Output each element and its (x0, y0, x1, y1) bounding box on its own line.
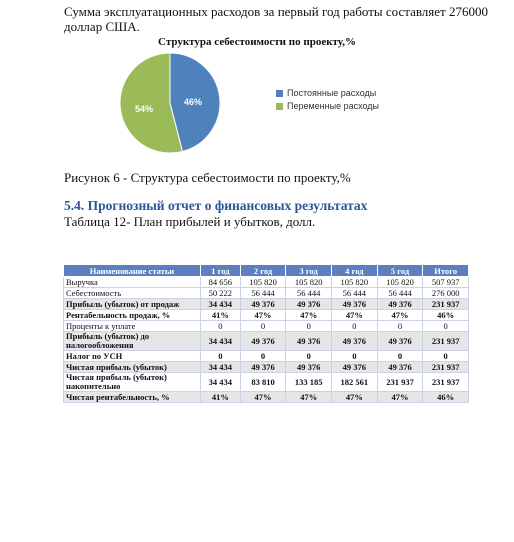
value-cell: 507 937 (423, 277, 469, 288)
table-caption: Таблица 12- План прибылей и убытков, долл. (64, 214, 316, 229)
value-cell: 105 820 (240, 277, 286, 288)
value-cell: 49 376 (286, 362, 332, 373)
row-label-cell: Себестоимость (64, 288, 201, 299)
value-cell: 105 820 (286, 277, 332, 288)
row-label-cell: Прибыль (убыток) до налогообложения (64, 332, 201, 351)
value-cell: 231 937 (423, 373, 469, 392)
value-cell: 231 937 (423, 299, 469, 310)
table-row (64, 288, 469, 299)
legend-swatch-fixed (276, 90, 283, 97)
table-header-cell: 4 год (332, 265, 378, 277)
value-cell: 0 (240, 351, 286, 362)
value-cell: 49 376 (377, 332, 423, 351)
value-cell: 49 376 (240, 299, 286, 310)
value-cell: 0 (377, 351, 423, 362)
value-cell: 47% (240, 392, 286, 403)
legend-item-fixed (276, 88, 376, 98)
row-label-cell: Налог по УСН (64, 351, 201, 362)
value-cell: 56 444 (240, 288, 286, 299)
value-cell: 47% (377, 310, 423, 321)
value-cell: 84 656 (201, 277, 241, 288)
value-cell: 0 (423, 351, 469, 362)
legend-label-variable: Переменные расходы (287, 101, 380, 111)
table-row (64, 321, 469, 332)
value-cell: 46% (423, 310, 469, 321)
value-cell: 0 (240, 321, 286, 332)
value-cell: 56 444 (332, 288, 378, 299)
value-cell: 49 376 (240, 362, 286, 373)
value-cell: 46% (423, 392, 469, 403)
table-header-cell: 5 год (377, 265, 423, 277)
table-body (64, 277, 469, 403)
value-cell: 182 561 (332, 373, 378, 392)
table-header-cell: Наименование статьи (64, 265, 201, 277)
figure-caption: Рисунок 6 - Структура себестоимости по проекту,% (64, 170, 351, 185)
value-cell: 47% (286, 310, 332, 321)
value-cell: 49 376 (332, 299, 378, 310)
value-cell: 34 434 (201, 373, 241, 392)
table-row (64, 351, 469, 362)
row-label-cell: Проценты к уплате (64, 321, 201, 332)
profit-loss-table (63, 264, 469, 403)
intro-text-line2: доллар США. (64, 19, 140, 34)
legend-label-fixed: Постоянные расходы (287, 88, 377, 98)
value-cell: 49 376 (377, 299, 423, 310)
value-cell: 47% (240, 310, 286, 321)
value-cell: 0 (332, 351, 378, 362)
value-cell: 231 937 (423, 362, 469, 373)
value-cell: 105 820 (377, 277, 423, 288)
row-label-cell: Чистая прибыль (убыток) накопительно (64, 373, 201, 392)
value-cell: 56 444 (286, 288, 332, 299)
slice-label-fixed: 46% (181, 96, 205, 108)
table-row (64, 332, 469, 351)
legend-swatch-variable (276, 103, 283, 110)
row-label-cell: Прибыль (убыток) от продаж (64, 299, 201, 310)
value-cell: 0 (332, 321, 378, 332)
value-cell: 49 376 (377, 362, 423, 373)
value-cell: 133 185 (286, 373, 332, 392)
legend-item-variable (276, 101, 379, 111)
table-row (64, 362, 469, 373)
value-cell: 34 434 (201, 299, 241, 310)
row-label-cell: Выручка (64, 277, 201, 288)
value-cell: 34 434 (201, 332, 241, 351)
value-cell: 47% (286, 392, 332, 403)
table-row (64, 373, 469, 392)
value-cell: 0 (377, 321, 423, 332)
value-cell: 49 376 (240, 332, 286, 351)
value-cell: 0 (201, 351, 241, 362)
value-cell: 47% (332, 310, 378, 321)
value-cell: 49 376 (332, 332, 378, 351)
value-cell: 276 000 (423, 288, 469, 299)
value-cell: 41% (201, 392, 241, 403)
row-label-cell: Чистая рентабельность, % (64, 392, 201, 403)
value-cell: 0 (286, 351, 332, 362)
value-cell: 0 (201, 321, 241, 332)
table-header-cell: 3 год (286, 265, 332, 277)
chart-title: Структура себестоимости по проекту,% (158, 36, 356, 48)
table-row (64, 277, 469, 288)
value-cell: 49 376 (286, 299, 332, 310)
value-cell: 41% (201, 310, 241, 321)
value-cell: 34 434 (201, 362, 241, 373)
table-row (64, 310, 469, 321)
table-header-cell: 1 год (201, 265, 241, 277)
value-cell: 105 820 (332, 277, 378, 288)
table-row (64, 392, 469, 403)
table-header-cell: 2 год (240, 265, 286, 277)
value-cell: 49 376 (332, 362, 378, 373)
value-cell: 83 810 (240, 373, 286, 392)
value-cell: 50 222 (201, 288, 241, 299)
value-cell: 47% (332, 392, 378, 403)
value-cell: 49 376 (286, 332, 332, 351)
pie-chart (110, 48, 230, 158)
row-label-cell: Рентабельность продаж, % (64, 310, 201, 321)
table-header-row (64, 265, 469, 277)
value-cell: 47% (377, 392, 423, 403)
value-cell: 0 (423, 321, 469, 332)
table-header-cell: Итого (423, 265, 469, 277)
slice-label-variable: 54% (132, 103, 156, 115)
intro-text-line1: Сумма эксплуатационных расходов за первый год работы составляет 276000 (64, 4, 488, 19)
table-row (64, 299, 469, 310)
section-heading: 5.4. Прогнозный отчет о финансовых результатах (64, 198, 368, 213)
value-cell: 0 (286, 321, 332, 332)
value-cell: 231 937 (423, 332, 469, 351)
row-label-cell: Чистая прибыль (убыток) (64, 362, 201, 373)
value-cell: 56 444 (377, 288, 423, 299)
value-cell: 231 937 (377, 373, 423, 392)
